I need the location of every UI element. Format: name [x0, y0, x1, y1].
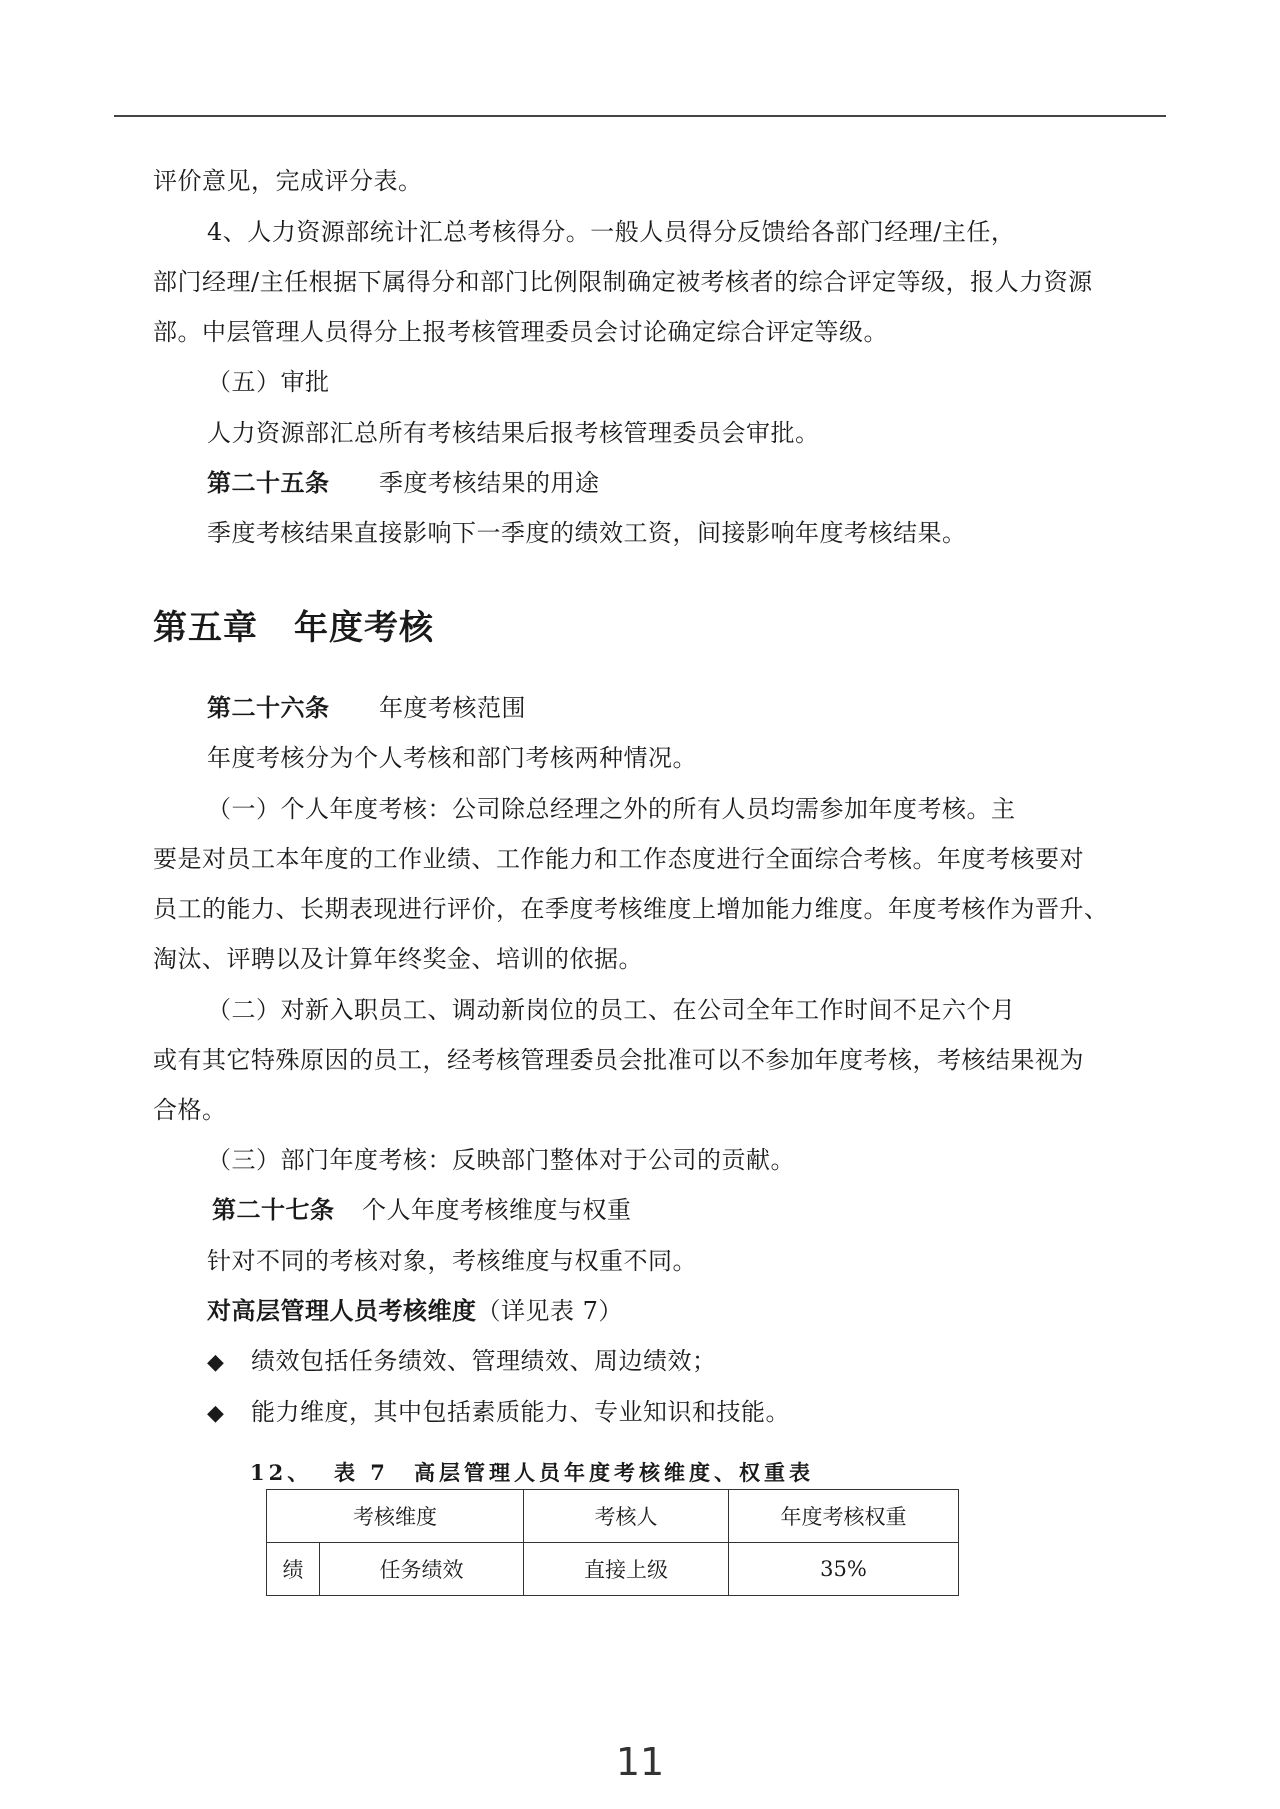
- bullet-text: 能力维度，其中包括素质能力、专业知识和技能。: [251, 1398, 790, 1426]
- paragraph-line: （五）审批: [207, 368, 330, 396]
- subheading-ref: （详见表 7）: [476, 1297, 623, 1325]
- paragraph-line: 4、人力资源部统计汇总考核得分。一般人员得分反馈给各部门经理/主任，: [207, 218, 1016, 246]
- article-heading: 季度考核结果的用途: [379, 469, 600, 497]
- paragraph-line: 合格。: [153, 1096, 227, 1124]
- article-title: 第二十五条: [207, 468, 330, 497]
- paragraph-line: 针对不同的考核对象，考核维度与权重不同。: [207, 1247, 697, 1275]
- paragraph-line: 淘汰、评聘以及计算年终奖金、培训的依据。: [153, 945, 643, 973]
- chapter-number: 第五章: [153, 608, 258, 648]
- weight-cell: 35%: [729, 1543, 959, 1596]
- caption-label: 表 7: [334, 1460, 389, 1485]
- header-cell: 年度考核权重: [729, 1490, 959, 1543]
- chapter-title: 年度考核: [294, 608, 434, 648]
- header-cell: 考核人: [524, 1490, 729, 1543]
- article-26: [207, 691, 526, 725]
- assessor-cell: 直接上级: [524, 1543, 729, 1596]
- dimension-cell: 任务绩效: [320, 1543, 524, 1596]
- article-title: 第二十七条: [212, 1195, 335, 1224]
- table-row: [267, 1543, 959, 1596]
- paragraph-line: 人力资源部汇总所有考核结果后报考核管理委员会审批。: [207, 419, 820, 447]
- paragraph-line: 评价意见，完成评分表。: [153, 167, 423, 195]
- article-title: 第二十六条: [207, 693, 330, 722]
- paragraph-line: 年度考核分为个人考核和部门考核两种情况。: [207, 744, 697, 772]
- bullet-item: [207, 1395, 790, 1431]
- table-header-row: [267, 1490, 959, 1543]
- paragraph-line: 季度考核结果直接影响下一季度的绩效工资，间接影响年度考核结果。: [207, 519, 967, 547]
- paragraph-line: （二）对新入职员工、调动新岗位的员工、在公司全年工作时间不足六个月: [207, 996, 1016, 1024]
- weight-table: [266, 1489, 959, 1596]
- article-heading: 个人年度考核维度与权重: [362, 1196, 632, 1224]
- group-cell: 绩: [267, 1543, 320, 1596]
- diamond-bullet-icon: ◆: [207, 1401, 225, 1426]
- paragraph-line: 或有其它特殊原因的员工，经考核管理委员会批准可以不参加年度考核，考核结果视为: [153, 1046, 1084, 1074]
- caption-number: 12、: [250, 1460, 313, 1485]
- caption-title: 高层管理人员年度考核维度、权重表: [414, 1460, 814, 1485]
- subheading-bold: 对高层管理人员考核维度: [207, 1296, 477, 1325]
- article-25: [207, 466, 600, 500]
- subheading-line: [207, 1294, 623, 1328]
- page-number: 11: [615, 1740, 665, 1784]
- bullet-item: [207, 1344, 717, 1380]
- paragraph-line: 部门经理/主任根据下属得分和部门比例限制确定被考核者的综合评定等级，报人力资源: [153, 268, 1093, 296]
- diamond-bullet-icon: ◆: [207, 1350, 225, 1375]
- header-rule: [114, 115, 1166, 117]
- paragraph-line: 部。中层管理人员得分上报考核管理委员会讨论确定综合评定等级。: [153, 318, 888, 346]
- chapter-heading: [153, 600, 434, 649]
- paragraph-line: （一）个人年度考核：公司除总经理之外的所有人员均需参加年度考核。主: [207, 795, 1016, 823]
- paragraph-line: 员工的能力、长期表现进行评价，在季度考核维度上增加能力维度。年度考核作为晋升、: [153, 895, 1109, 923]
- paragraph-line: 要是对员工本年度的工作业绩、工作能力和工作态度进行全面综合考核。年度考核要对: [153, 845, 1084, 873]
- paragraph-line: （三）部门年度考核：反映部门整体对于公司的贡献。: [207, 1146, 795, 1174]
- header-cell: 考核维度: [267, 1490, 524, 1543]
- article-27: [212, 1193, 632, 1227]
- article-heading: 年度考核范围: [379, 694, 526, 722]
- bullet-text: 绩效包括任务绩效、管理绩效、周边绩效；: [251, 1347, 717, 1375]
- table-caption: [250, 1457, 814, 1487]
